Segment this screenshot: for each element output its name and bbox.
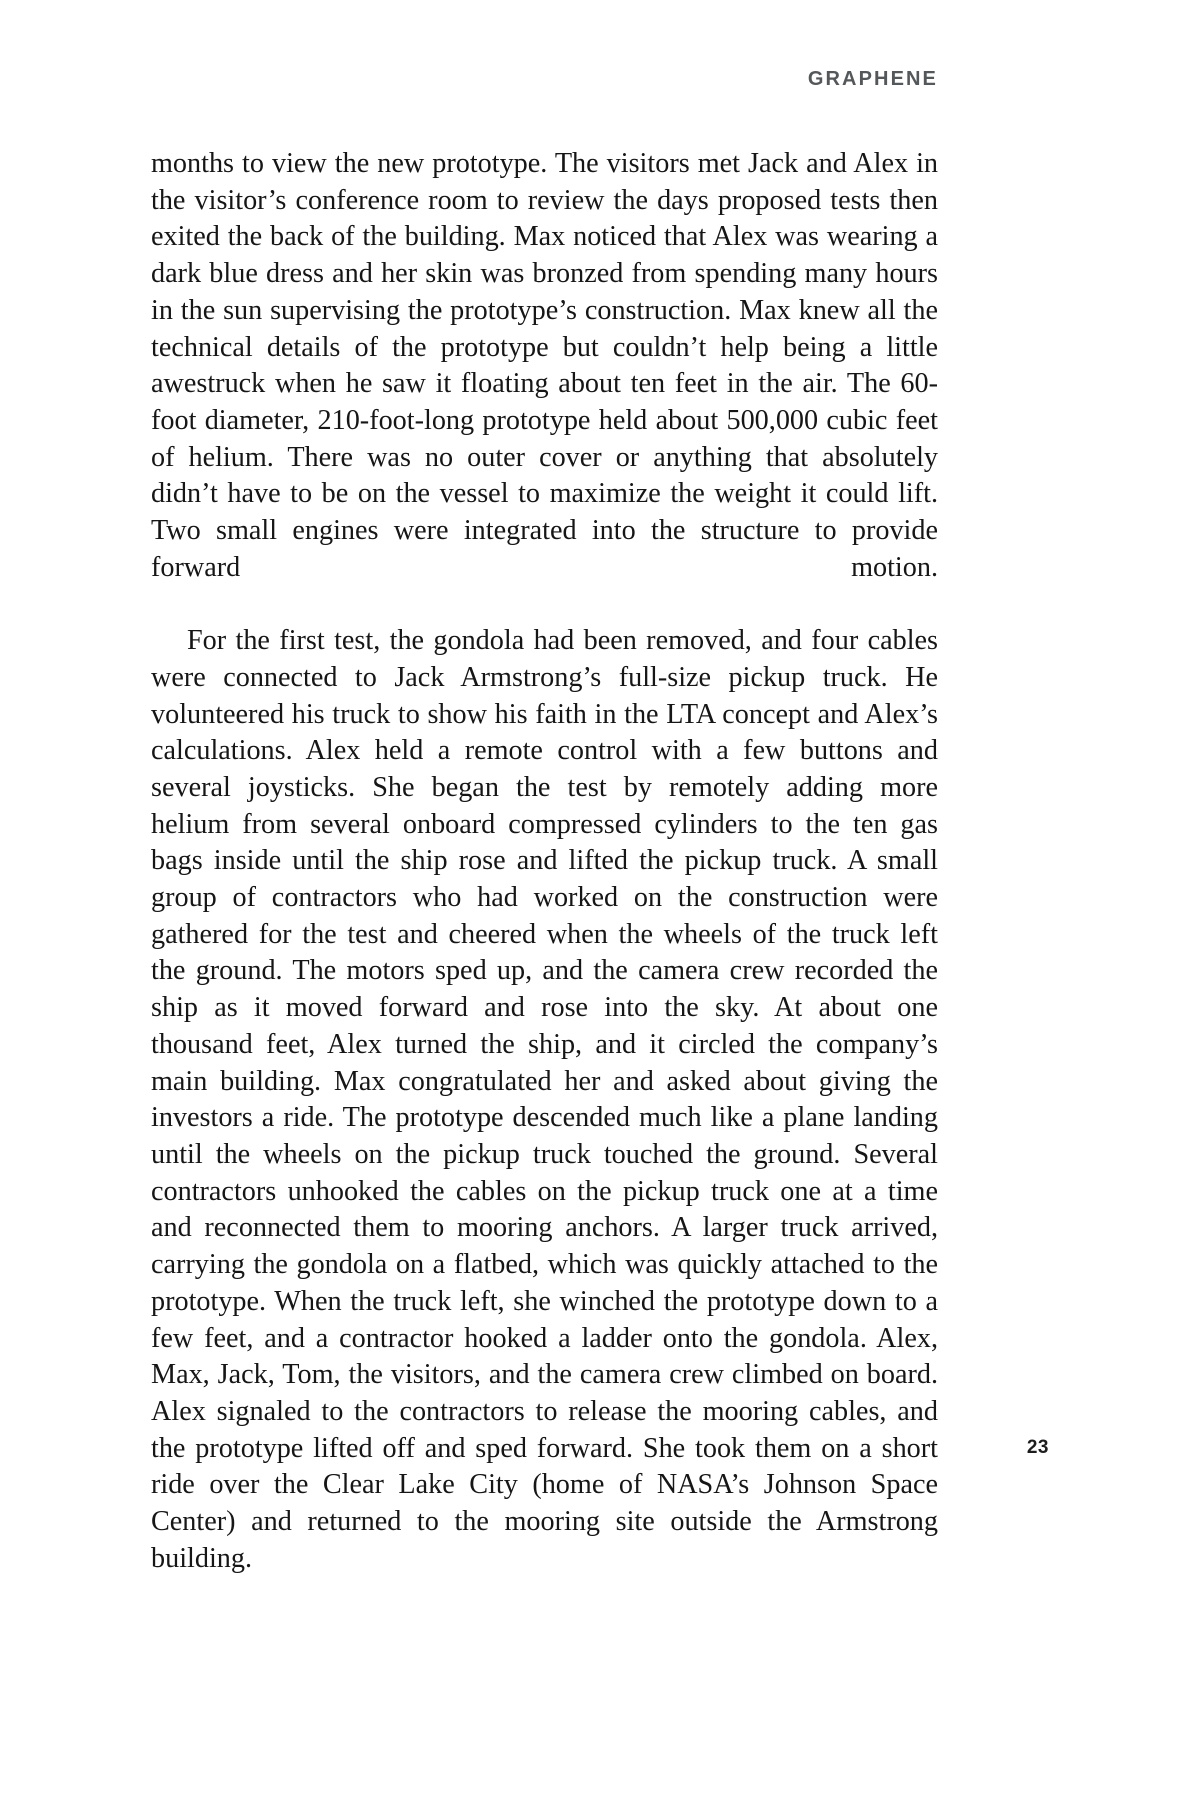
paragraph-continuation: months to view the new prototype. The visitors met Jack and Alex in the visitor’s conference room to review the days proposed tests then exited the back of the building. Max noticed that Alex was wearing a dark blue dress and her skin was bronzed from spending many hours in the sun supervising the prototype’s construction. Max knew all the technical details of the prototype but couldn’t help being a little awestruck when he saw it floating about ten feet in the air. The 60-foot diameter, 210-foot-long prototype held about 500,000 cubic feet of helium. There was no outer cover or anything that absolutely didn’t have to be on the vessel to maximize the weight it could lift. Two small engines were integrated into the structure to provide forward motion.	[151, 148, 938, 583]
body-text-block	[151, 146, 938, 1614]
page-number: 23	[1026, 1437, 1049, 1458]
running-head: GRAPHENE	[807, 68, 938, 90]
paragraph-first-test: For the first test, the gondola had been removed, and four cables were connected to Jack Armstrong’s full-size pickup truck. He volunteered his truck to show his faith in the LTA concept and Alex’s calculations. Alex held a remote control with a few buttons and several joysticks. She began the test by remotely adding more helium from several onboard compressed cylinders to the ten gas bags inside until the ship rose and lifted the pickup truck. A small group of contractors who had worked on the construction were gathered for the test and cheered when the wheels of the truck left the ground. The motors sped up, and the camera crew recorded the ship as it moved forward and rose into the sky. At about one thousand feet, Alex turned the ship, and it circled the company’s main building. Max congratulated her and asked about giving the investors a ride. The prototype descended much like a plane landing until the wheels on the pickup truck touched the ground. Several contractors unhooked the cables on the pickup truck one at a time and reconnected them to mooring anchors. A larger truck arrived, carrying the gondola on a flatbed, which was quickly attached to the prototype. When the truck left, she winched the prototype down to a few feet, and a contractor hooked a ladder onto the gondola. Alex, Max, Jack, Tom, the visitors, and the camera crew climbed on board. Alex signaled to the contractors to release the mooring cables, and the prototype lifted off and sped forward. She took them on a short ride over the Clear Lake City (home of NASA’s Johnson Space Center) and returned to the mooring site outside the Armstrong building.	[151, 625, 938, 1574]
